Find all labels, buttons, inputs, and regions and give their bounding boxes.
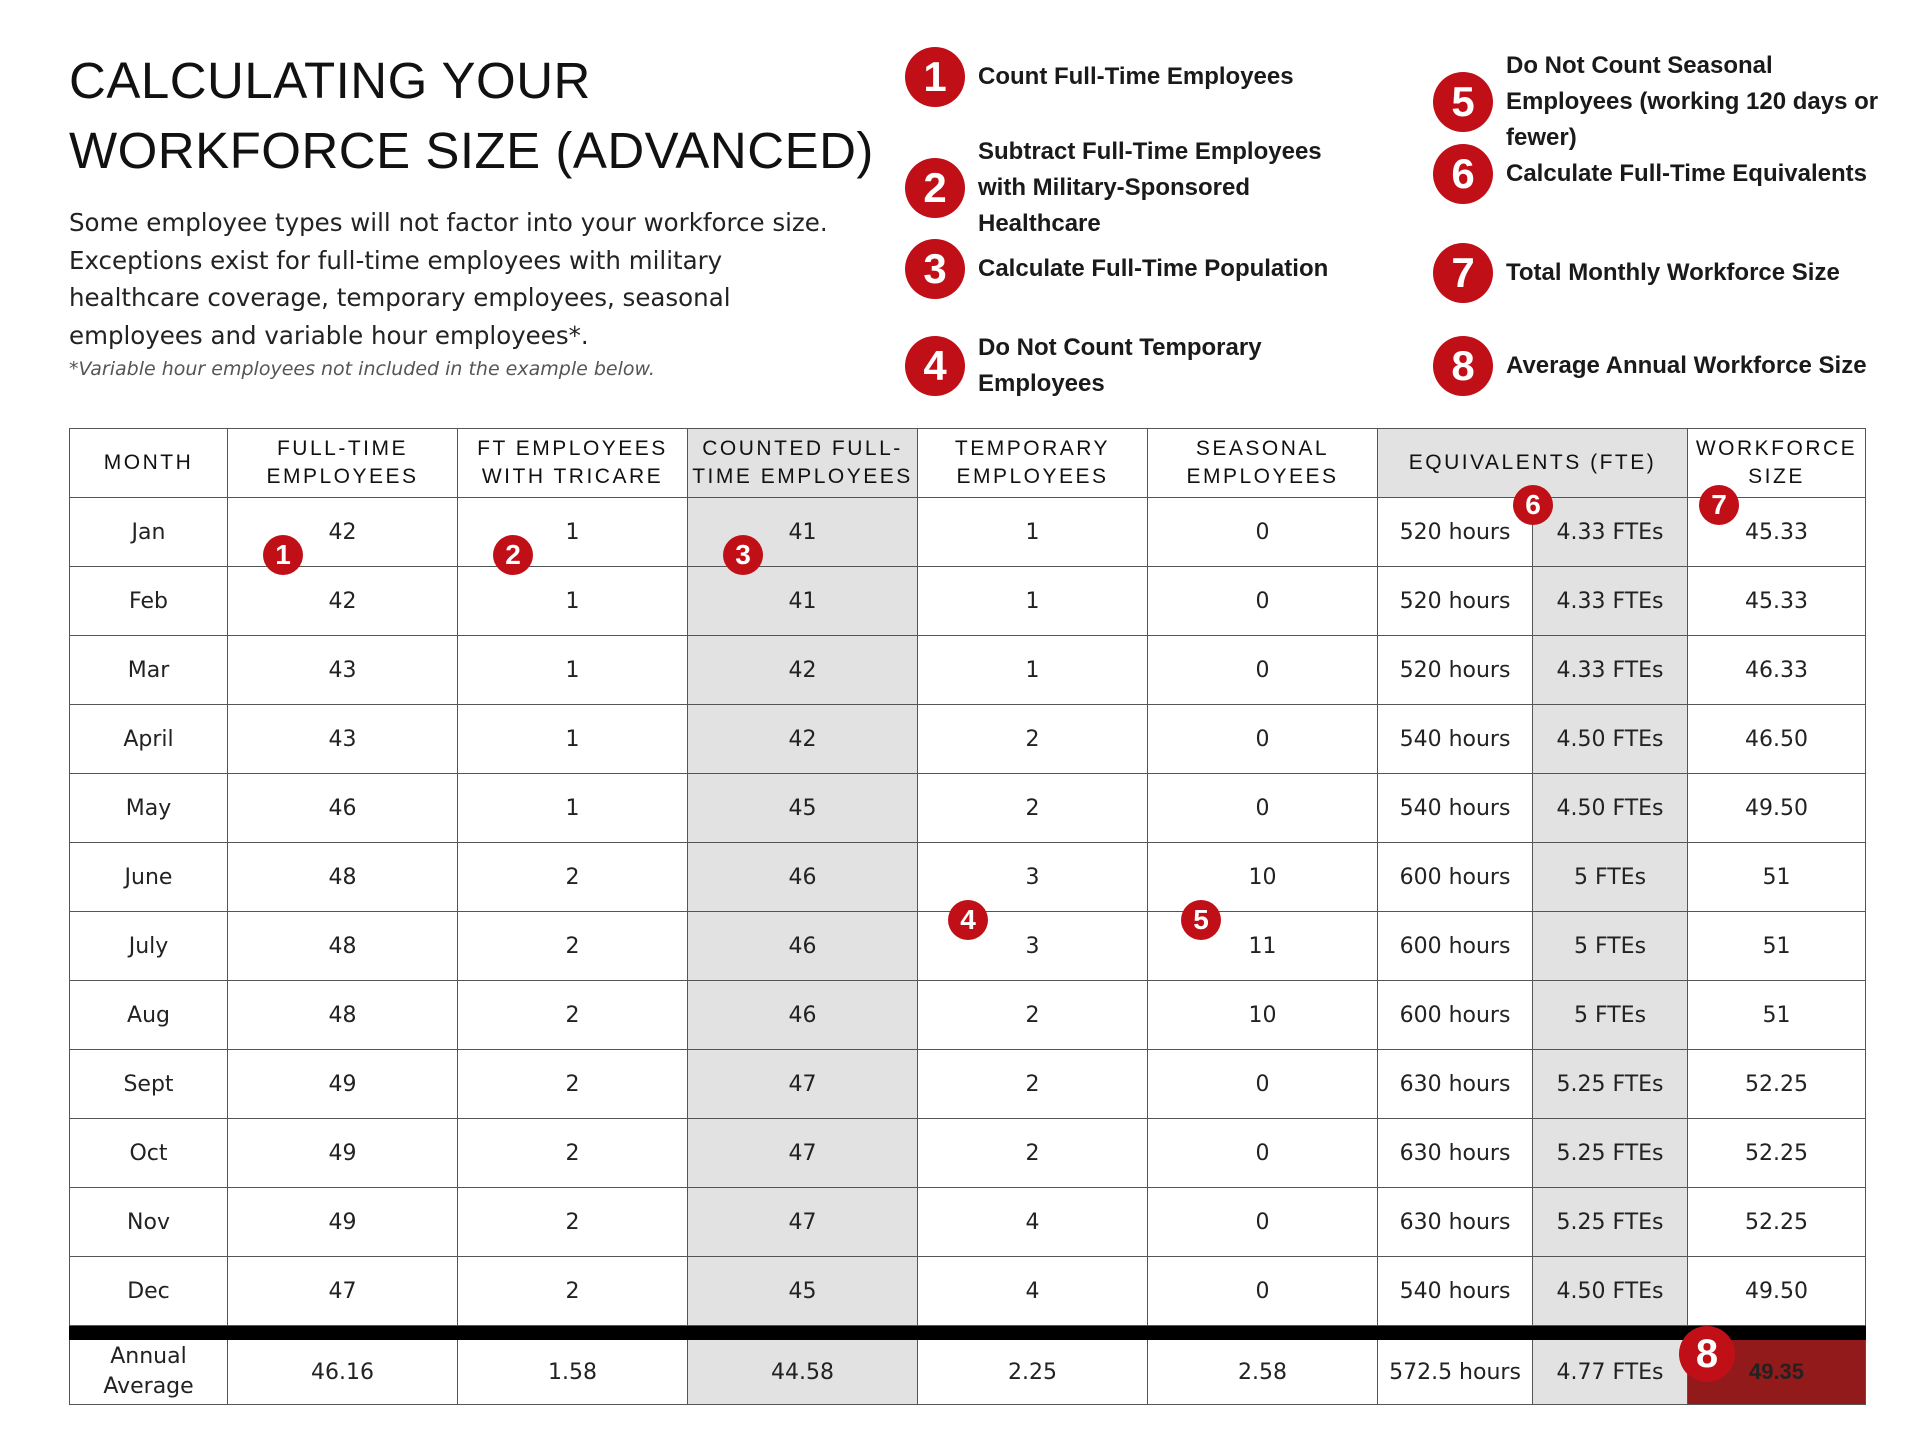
cell-hours: 540 hours <box>1378 774 1533 843</box>
step-7-label: Total Monthly Workforce Size <box>1506 259 1840 286</box>
cell-full-time: 48 <box>228 843 458 912</box>
cell-seasonal: 0 <box>1148 1188 1378 1257</box>
cell-ftes: 4.50 FTEs <box>1533 774 1688 843</box>
cell-hours: 520 hours <box>1378 636 1533 705</box>
step-1-label: Count Full-Time Employees <box>978 63 1294 90</box>
header-workforce: WORKFORCE SIZE <box>1688 429 1866 498</box>
annual-average-row <box>70 1340 1866 1405</box>
cell-tricare: 2 <box>458 1119 688 1188</box>
table-row <box>70 705 1866 774</box>
cell-tricare: 2 <box>458 1050 688 1119</box>
marker-step-7: 7 <box>1699 485 1739 525</box>
cell-full-time: 47 <box>228 1257 458 1326</box>
cell-full-time: 49 <box>228 1119 458 1188</box>
cell-seasonal: 11 <box>1148 912 1378 981</box>
table-row <box>70 981 1866 1050</box>
average-label-line-1: Annual <box>110 1344 187 1369</box>
cell-full-time: 46 <box>228 774 458 843</box>
cell-full-time: 43 <box>228 705 458 774</box>
marker-step-1: 1 <box>263 535 303 575</box>
cell-ftes: 4.50 FTEs <box>1533 705 1688 774</box>
cell-ftes: 5 FTEs <box>1533 843 1688 912</box>
cell-month: Nov <box>70 1188 228 1257</box>
cell-ftes: 4.50 FTEs <box>1533 1257 1688 1326</box>
cell-hours: 630 hours <box>1378 1188 1533 1257</box>
cell-seasonal: 0 <box>1148 636 1378 705</box>
cell-full-time: 42 <box>228 498 458 567</box>
step-4-label: Do Not Count Temporary Employees <box>978 334 1262 397</box>
marker-step-3: 3 <box>723 535 763 575</box>
footnote: *Variable hour employees not included in the example below. <box>69 358 655 380</box>
page-title <box>69 46 874 186</box>
cell-tricare: 2 <box>458 1257 688 1326</box>
cell-seasonal: 10 <box>1148 843 1378 912</box>
header-seasonal: SEASONAL EMPLOYEES <box>1148 429 1378 498</box>
cell-full-time: 42 <box>228 567 458 636</box>
header-tricare: FT EMPLOYEES WITH TRICARE <box>458 429 688 498</box>
cell-ftes: 5.25 FTEs <box>1533 1119 1688 1188</box>
cell-counted: 47 <box>688 1119 918 1188</box>
table-row <box>70 636 1866 705</box>
cell-hours: 540 hours <box>1378 705 1533 774</box>
step-3-badge: 3 <box>905 239 965 299</box>
cell-full-time: 43 <box>228 636 458 705</box>
table-row <box>70 1188 1866 1257</box>
cell-workforce: 51 <box>1688 843 1866 912</box>
cell-counted: 46 <box>688 981 918 1050</box>
cell-counted: 47 <box>688 1050 918 1119</box>
cell-temporary: 4 <box>918 1188 1148 1257</box>
cell-workforce: 46.33 <box>1688 636 1866 705</box>
step-3-label: Calculate Full-Time Population <box>978 255 1329 282</box>
step-3 <box>905 239 1368 299</box>
cell-month: Jan <box>70 498 228 567</box>
cell-counted: 45 <box>688 774 918 843</box>
cell-tricare: 1 <box>458 636 688 705</box>
cell-workforce: 52.25 <box>1688 1050 1866 1119</box>
cell-temporary: 2 <box>918 774 1148 843</box>
header-temporary: TEMPORARY EMPLOYEES <box>918 429 1148 498</box>
cell-workforce: 51 <box>1688 912 1866 981</box>
cell-ftes: 5 FTEs <box>1533 912 1688 981</box>
cell-counted: 47 <box>688 1188 918 1257</box>
table-row <box>70 774 1866 843</box>
cell-full-time: 49 <box>228 1050 458 1119</box>
cell-temporary: 2 <box>918 1119 1148 1188</box>
table-header-row <box>70 429 1866 498</box>
table-row <box>70 1257 1866 1326</box>
cell-temporary: 2 <box>918 981 1148 1050</box>
header-equivalents: EQUIVALENTS (FTE) <box>1378 429 1688 498</box>
cell-seasonal: 0 <box>1148 567 1378 636</box>
cell-counted: 46 <box>688 912 918 981</box>
step-6-label: Calculate Full-Time Equivalents <box>1506 160 1867 187</box>
cell-counted: 41 <box>688 567 918 636</box>
title-line-2: WORKFORCE SIZE (ADVANCED) <box>69 122 874 179</box>
cell-hours: 600 hours <box>1378 981 1533 1050</box>
cell-ftes: 4.33 FTEs <box>1533 567 1688 636</box>
average-ftes: 4.77 FTEs <box>1533 1340 1688 1405</box>
cell-workforce: 46.50 <box>1688 705 1866 774</box>
cell-seasonal: 0 <box>1148 1257 1378 1326</box>
table-row <box>70 1119 1866 1188</box>
cell-ftes: 5.25 FTEs <box>1533 1188 1688 1257</box>
average-workforce: 49.35 <box>1688 1340 1866 1405</box>
average-label-line-2: Average <box>103 1374 194 1399</box>
cell-temporary: 4 <box>918 1257 1148 1326</box>
cell-temporary: 2 <box>918 1050 1148 1119</box>
cell-counted: 42 <box>688 705 918 774</box>
cell-seasonal: 0 <box>1148 705 1378 774</box>
title-line-1: CALCULATING YOUR <box>69 52 591 109</box>
cell-seasonal: 0 <box>1148 774 1378 843</box>
step-1 <box>905 47 1368 107</box>
average-hours: 572.5 hours <box>1378 1340 1533 1405</box>
header-full-time: FULL-TIME EMPLOYEES <box>228 429 458 498</box>
cell-month: July <box>70 912 228 981</box>
average-counted: 44.58 <box>688 1340 918 1405</box>
table-row <box>70 567 1866 636</box>
step-2-badge: 2 <box>905 158 965 218</box>
step-7 <box>1433 243 1896 303</box>
header-counted: COUNTED FULL-TIME EMPLOYEES <box>688 429 918 498</box>
marker-step-2: 2 <box>493 535 533 575</box>
cell-temporary: 3 <box>918 912 1148 981</box>
cell-seasonal: 0 <box>1148 498 1378 567</box>
intro-text: Some employee types will not factor into your workforce size. Exceptions exist for full-time employees with military healthcare coverage, temporary employees, seasonal employees and variable hour employees*. <box>69 208 828 350</box>
cell-counted: 42 <box>688 636 918 705</box>
cell-seasonal: 0 <box>1148 1050 1378 1119</box>
step-5-badge: 5 <box>1433 72 1493 132</box>
cell-month: April <box>70 705 228 774</box>
cell-counted: 41 <box>688 498 918 567</box>
cell-month: Feb <box>70 567 228 636</box>
cell-counted: 45 <box>688 1257 918 1326</box>
cell-seasonal: 10 <box>1148 981 1378 1050</box>
cell-workforce: 52.25 <box>1688 1119 1866 1188</box>
cell-tricare: 1 <box>458 705 688 774</box>
step-6 <box>1433 144 1896 204</box>
cell-workforce: 51 <box>1688 981 1866 1050</box>
step-2 <box>905 134 1368 242</box>
cell-temporary: 1 <box>918 498 1148 567</box>
cell-workforce: 45.33 <box>1688 567 1866 636</box>
cell-workforce: 49.50 <box>1688 774 1866 843</box>
step-4-badge: 4 <box>905 336 965 396</box>
cell-hours: 600 hours <box>1378 843 1533 912</box>
step-4 <box>905 330 1368 402</box>
average-label <box>70 1340 228 1405</box>
cell-full-time: 49 <box>228 1188 458 1257</box>
average-full-time: 46.16 <box>228 1340 458 1405</box>
separator-row <box>70 1326 1866 1340</box>
marker-step-4: 4 <box>948 900 988 940</box>
marker-step-6: 6 <box>1513 485 1553 525</box>
step-8-badge: 8 <box>1433 336 1493 396</box>
average-seasonal: 2.58 <box>1148 1340 1378 1405</box>
cell-tricare: 2 <box>458 843 688 912</box>
cell-temporary: 2 <box>918 705 1148 774</box>
cell-month: Mar <box>70 636 228 705</box>
cell-hours: 630 hours <box>1378 1119 1533 1188</box>
cell-ftes: 5.25 FTEs <box>1533 1050 1688 1119</box>
cell-workforce: 49.50 <box>1688 1257 1866 1326</box>
cell-month: Aug <box>70 981 228 1050</box>
cell-month: Dec <box>70 1257 228 1326</box>
cell-month: Sept <box>70 1050 228 1119</box>
header-month: MONTH <box>70 429 228 498</box>
table-row <box>70 498 1866 567</box>
step-2-label: Subtract Full-Time Employees with Military-Sponsored Healthcare <box>978 138 1322 237</box>
cell-tricare: 1 <box>458 774 688 843</box>
cell-counted: 46 <box>688 843 918 912</box>
step-6-badge: 6 <box>1433 144 1493 204</box>
marker-step-8: 8 <box>1679 1326 1735 1382</box>
average-temporary: 2.25 <box>918 1340 1148 1405</box>
cell-temporary: 1 <box>918 567 1148 636</box>
step-8 <box>1433 336 1896 396</box>
cell-temporary: 3 <box>918 843 1148 912</box>
cell-tricare: 2 <box>458 1188 688 1257</box>
cell-hours: 600 hours <box>1378 912 1533 981</box>
cell-full-time: 48 <box>228 912 458 981</box>
cell-seasonal: 0 <box>1148 1119 1378 1188</box>
cell-tricare: 1 <box>458 567 688 636</box>
average-tricare: 1.58 <box>458 1340 688 1405</box>
step-5-label: Do Not Count Seasonal Employees (working 120 days or fewer) <box>1506 52 1879 151</box>
cell-ftes: 4.33 FTEs <box>1533 636 1688 705</box>
cell-month: May <box>70 774 228 843</box>
cell-ftes: 4.33 FTEs <box>1533 498 1688 567</box>
cell-temporary: 1 <box>918 636 1148 705</box>
cell-month: June <box>70 843 228 912</box>
cell-hours: 630 hours <box>1378 1050 1533 1119</box>
step-8-label: Average Annual Workforce Size <box>1506 352 1867 379</box>
cell-hours: 540 hours <box>1378 1257 1533 1326</box>
cell-workforce: 45.33 <box>1688 498 1866 567</box>
separator-bar <box>70 1326 1866 1340</box>
cell-tricare: 2 <box>458 912 688 981</box>
table-row <box>70 1050 1866 1119</box>
cell-tricare: 2 <box>458 981 688 1050</box>
cell-hours: 520 hours <box>1378 498 1533 567</box>
step-5 <box>1433 48 1896 156</box>
cell-workforce: 52.25 <box>1688 1188 1866 1257</box>
step-7-badge: 7 <box>1433 243 1493 303</box>
cell-month: Oct <box>70 1119 228 1188</box>
cell-full-time: 48 <box>228 981 458 1050</box>
cell-ftes: 5 FTEs <box>1533 981 1688 1050</box>
step-1-badge: 1 <box>905 47 965 107</box>
cell-tricare: 1 <box>458 498 688 567</box>
marker-step-5: 5 <box>1181 900 1221 940</box>
cell-hours: 520 hours <box>1378 567 1533 636</box>
